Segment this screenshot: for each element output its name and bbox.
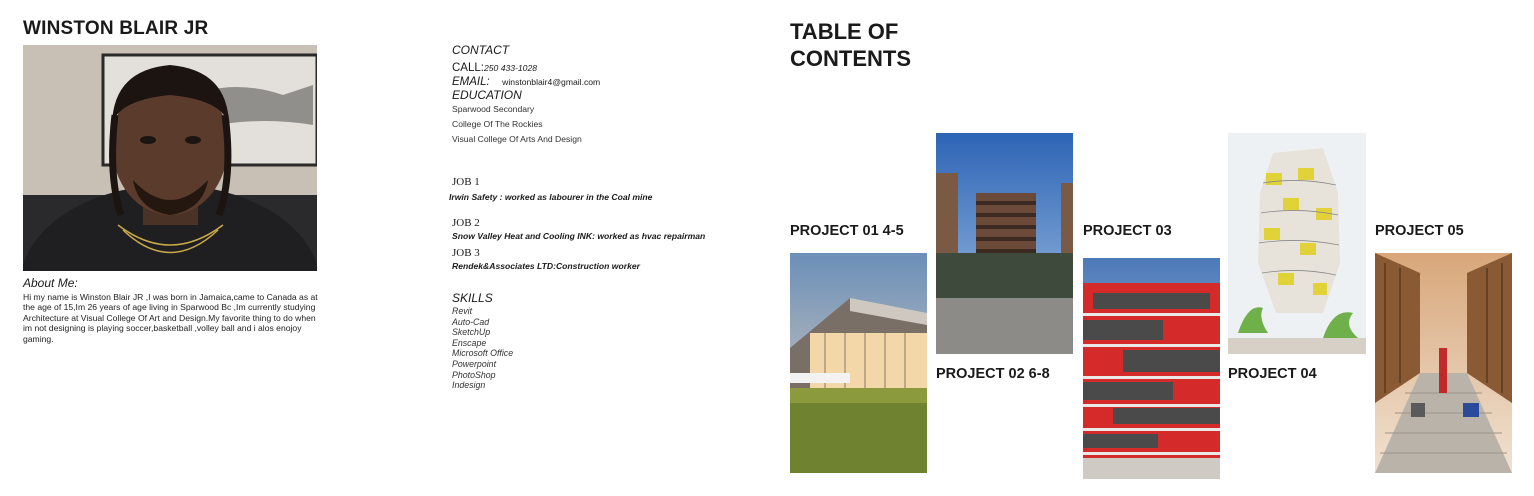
project-05-title[interactable]: PROJECT 05	[1375, 223, 1464, 239]
skill-item: Enscape	[452, 337, 487, 348]
project-04-title[interactable]: PROJECT 04	[1228, 366, 1317, 382]
project-01-image[interactable]	[790, 253, 927, 473]
skills-list	[452, 306, 513, 391]
job-description: Snow Valley Heat and Cooling INK: worked as hvac repairman	[452, 231, 706, 241]
project-04-image[interactable]	[1228, 133, 1366, 354]
job-label: JOB 2	[452, 217, 480, 229]
toc-title-line: TABLE OF	[790, 19, 899, 44]
portrait-photo	[23, 45, 317, 271]
job-label: JOB 1	[452, 176, 480, 188]
project-03-image[interactable]	[1083, 258, 1220, 479]
project-05-image[interactable]	[1375, 253, 1512, 473]
project-02-image[interactable]	[936, 133, 1073, 354]
project-01-title[interactable]: PROJECT 01 4-5	[790, 223, 904, 239]
school-item: College Of The Rockies	[452, 119, 543, 129]
skill-item: Powerpoint	[452, 358, 497, 369]
skill-item: PhotoShop	[452, 369, 496, 380]
toc-title	[790, 18, 911, 72]
toc-title-line: CONTENTS	[790, 46, 911, 71]
skill-item: Revit	[452, 306, 473, 316]
school-item: Sparwood Secondary	[452, 104, 535, 114]
skill-item: Microsoft Office	[452, 348, 514, 359]
job-description: Rendek&Associates LTD:Construction worker	[452, 261, 640, 271]
project-02-title[interactable]: PROJECT 02 6-8	[936, 366, 1050, 382]
about-heading: About Me:	[23, 276, 78, 290]
skills-heading: SKILLS	[452, 291, 493, 305]
skill-item: Indesign	[452, 380, 486, 391]
project-03-title[interactable]: PROJECT 03	[1083, 223, 1172, 239]
email-label: EMAIL:	[452, 76, 490, 88]
job-label: JOB 3	[452, 247, 480, 259]
profile-name: WINSTON BLAIR JR	[23, 18, 209, 39]
job-description: Irwin Safety : worked as labourer in the Coal mine	[449, 192, 653, 202]
phone-number: 250 433-1028	[483, 63, 538, 73]
school-item: Visual College Of Arts And Design	[452, 134, 582, 144]
call-label: CALL:	[452, 62, 484, 74]
education-heading: EDUCATION	[452, 88, 522, 102]
about-text: Hi my name is Winston Blair JR ,I was born in Jamaica,came to Canada as at the age of 15,Im 26 years of age living in Sparwood Bc ,Im currently studying Architecture at Visual College Of Art and Design.My favorite thing to do when im not designing is playing soccer,basketball ,volley ball and i alos enojoy gaming.	[23, 292, 318, 344]
email-address: winstonblair4@gmail.com	[502, 77, 601, 87]
skill-item: Auto-Cad	[452, 316, 490, 327]
contact-heading: CONTACT	[452, 43, 510, 57]
skill-item: SketchUp	[452, 327, 491, 338]
